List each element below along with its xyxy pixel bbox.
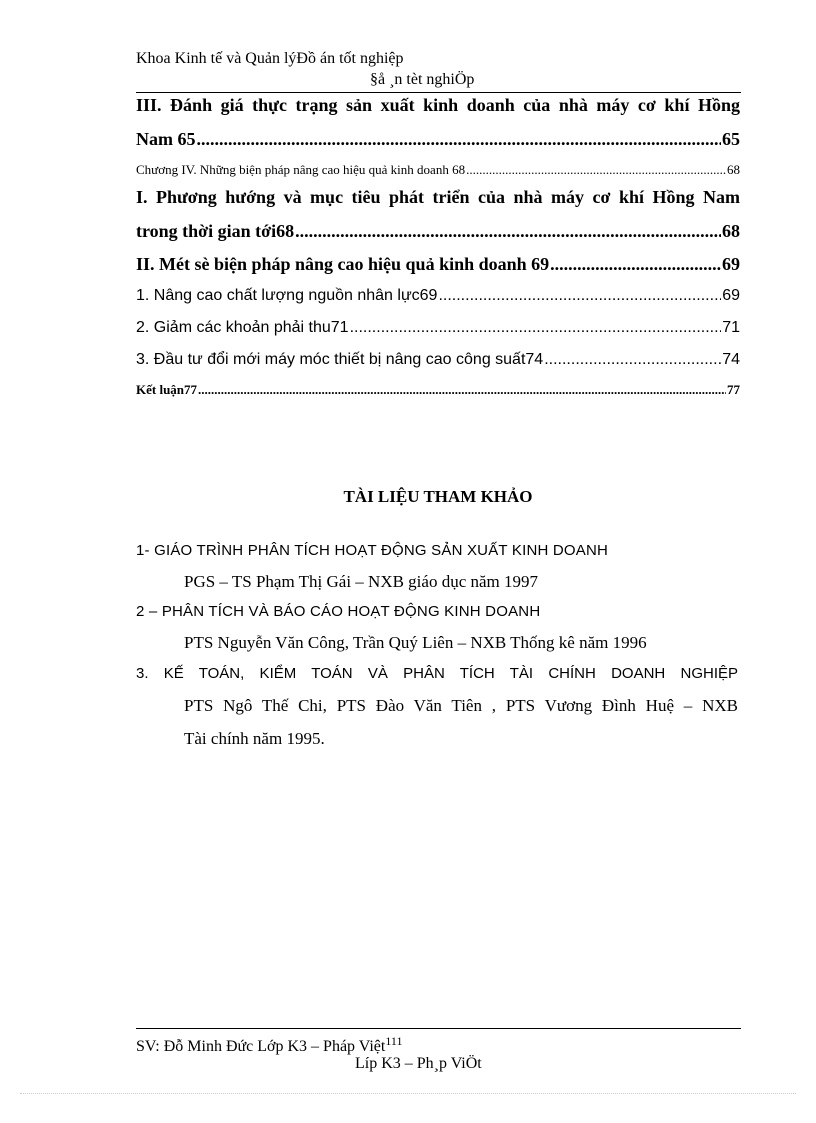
toc-conclusion-label: Kết luận77 [136,382,198,397]
toc-page-number: 77 [727,382,740,397]
toc-item-ii-label: II. Mét sè biện pháp nâng cao hiệu quả kinh doanh 69 [136,254,550,274]
toc-leader [550,254,721,275]
reference-2-author: PTS Nguyễn Văn Công, Trần Quý Liên – NXB Thống kê năm 1996 [184,633,647,652]
toc-sub-1-label: 1. Nâng cao chất lượng nguồn nhân lực69 [136,287,438,304]
reference-3-title: 3. KẾ TOÁN, KIỂM TOÁN VÀ PHÂN TÍCH TÀI CHÍNH DOANH NGHIỆP [136,665,738,682]
toc-chapter-iv [136,162,740,178]
toc-page-number: 71 [722,319,740,336]
toc-leader [466,162,726,178]
toc-page-number: 74 [722,351,740,368]
toc-item-ii [136,254,740,275]
header-thesis-line: §å ¸n tèt nghiÖp [370,71,475,88]
reference-1-title: 1- GIÁO TRÌNH PHÂN TÍCH HOẠT ĐỘNG SẢN XUẤT KINH DOANH [136,542,609,559]
toc-item-i-line2: trong thời gian tới68 [136,221,295,241]
reference-2-title: 2 – PHÂN TÍCH VÀ BÁO CÁO HOẠT ĐỘNG KINH DOANH [136,603,541,620]
toc-leader [197,129,722,150]
toc-leader [350,319,722,337]
page-bottom-divider [20,1093,796,1094]
reference-3-author-line1: PTS Ngô Thế Chi, PTS Đào Văn Tiên , PTS Vương Đình Huệ – NXB [184,696,738,715]
footer-class-line: Líp K3 – Ph¸p ViÖt [355,1055,482,1072]
toc-page-number: 65 [722,129,740,149]
footer-student-text: SV: Đỗ Minh Đức Lớp K3 – Pháp Việt [136,1038,386,1055]
toc-sub-3 [136,351,740,369]
toc-chapter-iv-label: Chương IV. Những biện pháp nâng cao hiệu quả kinh doanh 68 [136,162,466,177]
toc-page-number: 68 [727,162,740,177]
toc-conclusion [136,382,740,398]
reference-3-author-line2: Tài chính năm 1995. [184,729,325,748]
references-heading: TÀI LIỆU THAM KHẢO [343,487,533,506]
toc-item-i [136,221,740,242]
toc-leader [544,351,721,369]
toc-item-iii-line1: III. Đánh giá thực trạng sản xuất kinh doanh của nhà máy cơ khí Hồng [136,95,740,115]
footer-student-line [136,1034,402,1056]
toc-page-number: 69 [722,254,740,274]
toc-sub-2 [136,319,740,337]
toc-sub-1 [136,287,740,305]
reference-1-author: PGS – TS Phạm Thị Gái – NXB giáo dục năm 1997 [184,572,539,591]
toc-sub-3-label: 3. Đầu tư đổi mới máy móc thiết bị nâng cao công suất74 [136,351,544,368]
toc-leader [198,382,726,398]
header-rule [136,92,741,93]
header-faculty-line: Khoa Kinh tế và Quản lýĐồ án tốt nghiệp [136,50,404,67]
toc-item-iii [136,129,740,150]
footer-rule [136,1028,741,1029]
toc-leader [295,221,721,242]
toc-page-number: 69 [722,287,740,304]
toc-page-number: 68 [722,221,740,241]
toc-item-i-line1: I. Phương hướng và mục tiêu phát triển của nhà máy cơ khí Hồng Nam [136,187,740,207]
toc-leader [438,287,721,305]
footer-page-number: 111 [385,1034,403,1048]
toc-sub-2-label: 2. Giảm các khoản phải thu71 [136,319,349,336]
toc-item-iii-line2: Nam 65 [136,129,196,149]
